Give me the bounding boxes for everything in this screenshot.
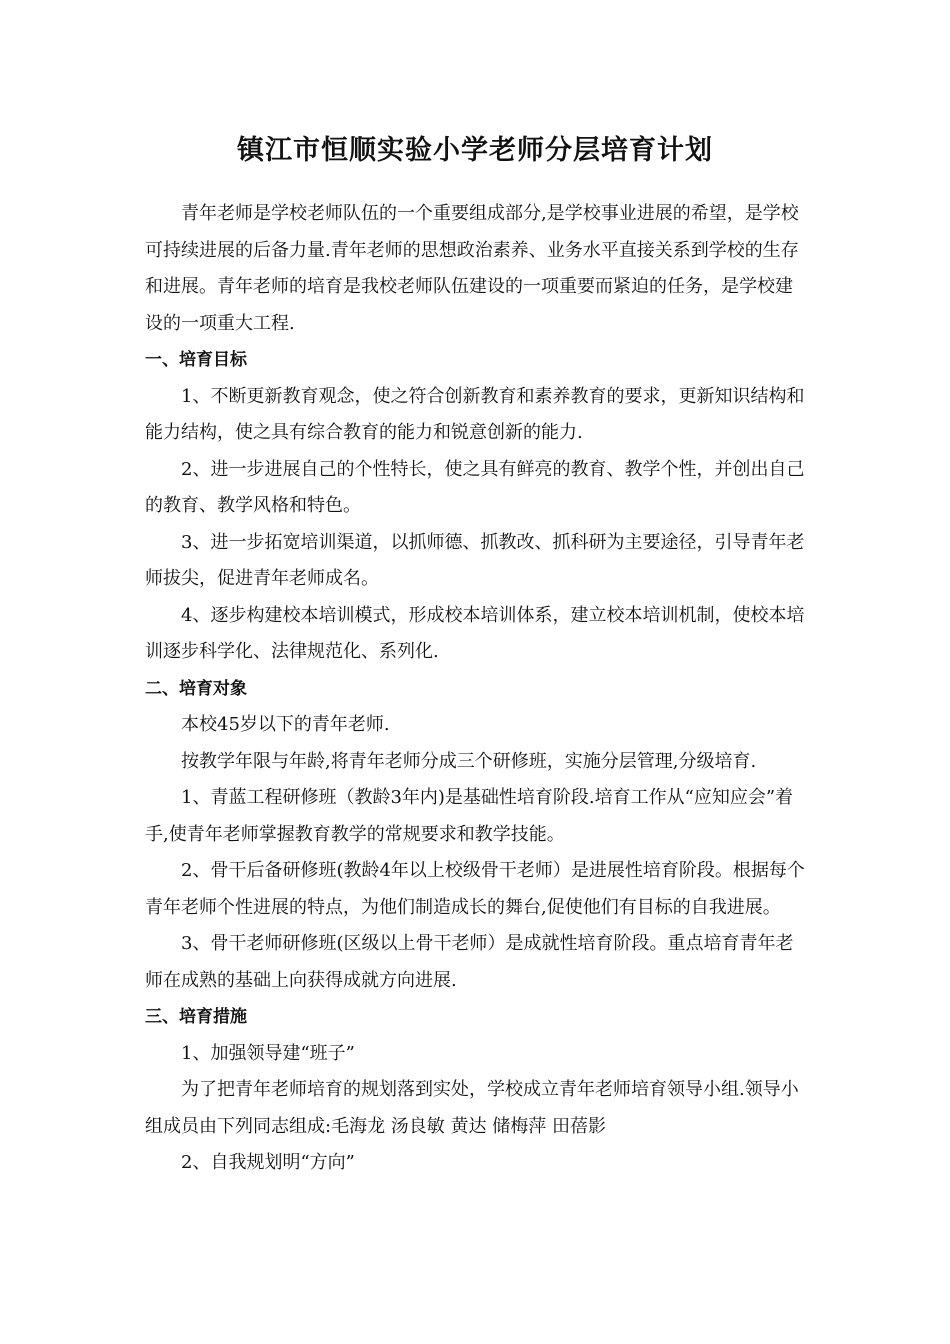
goal-item-3: 3、进一步拓宽培训渠道，以抓师德、抓教改、抓科研为主要途径，引导青年老师拔尖，促进青年老师成名。 <box>145 531 805 589</box>
target-item-1: 1、青蓝工程研修班（教龄3年内)是基础性培育阶段.培育工作从“应知应会”着手,使青年老师掌握教育教学的常规要求和教学技能。 <box>145 787 794 845</box>
goal-item-4: 4、逐步构建校本培训模式，形成校本培训体系，建立校本培训机制，使校本培训逐步科学化、法律规范化、系列化. <box>145 604 805 662</box>
goal-item-2: 2、进一步进展自己的个性特长，使之具有鲜亮的教育、教学个性，并创出自己的教育、教学风格和特色。 <box>145 458 805 516</box>
goal-item-1: 1、不断更新教育观念，使之符合创新教育和素养教育的要求，更新知识结构和能力结构，使之具有综合教育的能力和锐意创新的能力. <box>145 385 805 443</box>
target-item-3: 3、骨干老师研修班(区级以上骨干老师）是成就性培育阶段。重点培育青年老师在成熟的基础上向获得成就方向进展. <box>145 933 794 991</box>
measure-item-2: 2、自我规划明“方向” <box>181 1152 355 1173</box>
target-item-2: 2、骨干后备研修班(教龄4年以上校级骨干老师）是进展性培育阶段。根据每个青年老师个性进展的特点，为他们制造成长的舞台,促使他们有目标的自我进展。 <box>145 860 805 918</box>
document-body <box>145 196 808 1182</box>
measure-item-1-text: 为了把青年老师培育的规划落到实处，学校成立青年老师培育领导小组.领导小组成员由下列同志组成:毛海龙 汤良敏 黄达 储梅萍 田蓓影 <box>145 1079 799 1137</box>
target-paragraph-2: 按教学年限与年龄,将青年老师分成三个研修班，实施分层管理,分级培育. <box>181 750 757 772</box>
section-heading-measures: 三、培育措施 <box>145 1007 247 1027</box>
section-heading-targets: 二、培育对象 <box>145 678 247 699</box>
target-paragraph-1: 本校45岁以下的青年老师. <box>181 714 390 735</box>
document-title: 镇江市恒顺实验小学老师分层培育计划 <box>237 135 713 166</box>
measure-item-1: 1、加强领导建“班子” <box>181 1042 355 1064</box>
section-heading-goals: 一、培育目标 <box>145 350 247 370</box>
intro-paragraph: 青年老师是学校老师队伍的一个重要组成部分,是学校事业进展的希望，是学校可持续进展的后备力量.青年老师的思想政治素养、业务水平直接关系到学校的生存和进展。青年老师的培育是我校老师队伍建设的一项重要而紧迫的任务，是学校建设的一项重大工程. <box>145 203 799 334</box>
